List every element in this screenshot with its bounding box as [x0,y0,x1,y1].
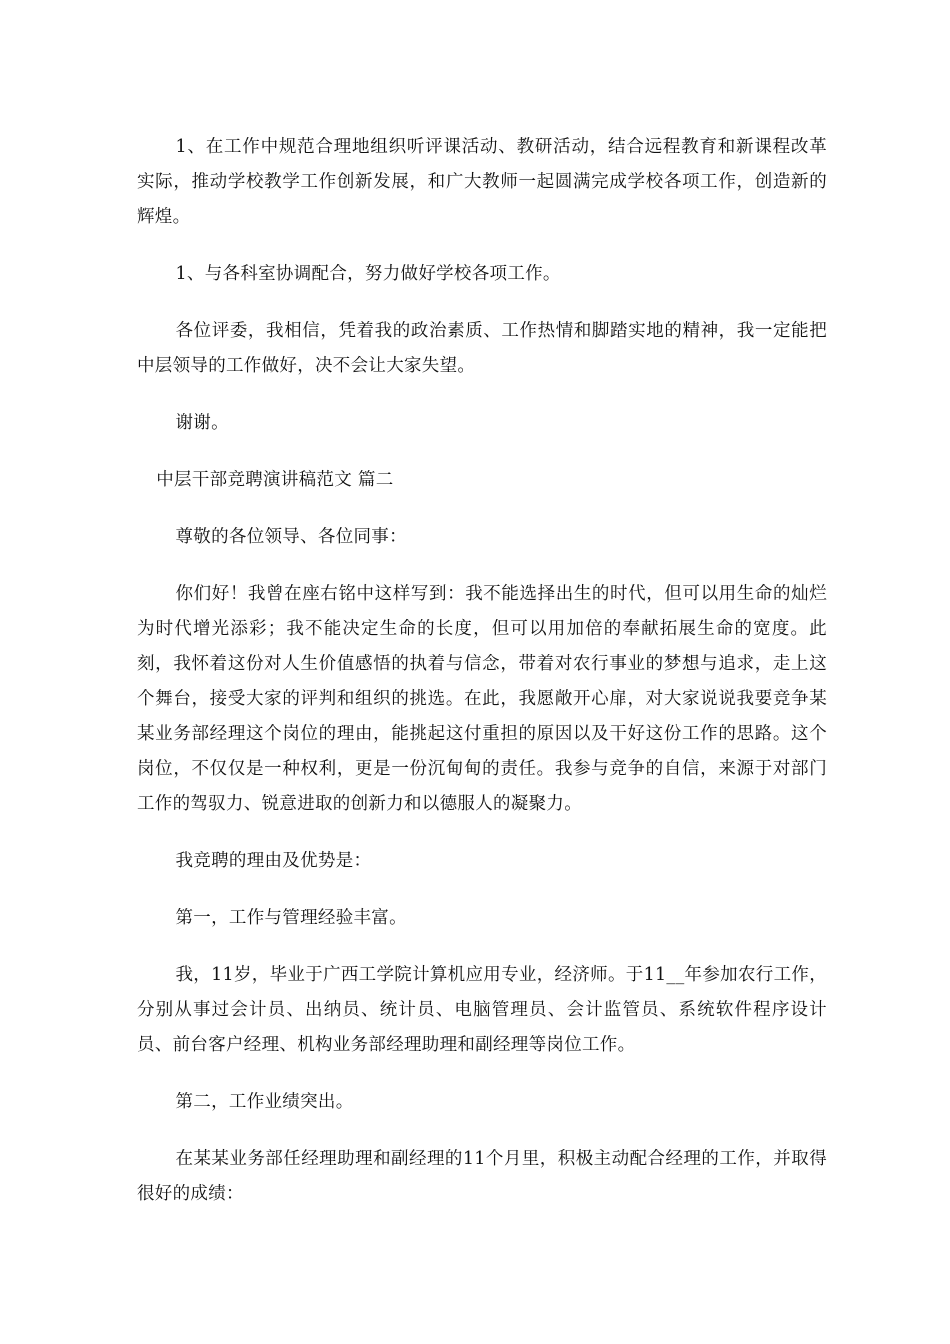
paragraph-point-two: 第二，工作业绩突出。 [175,1092,354,1112]
section-title: 中层干部竞聘演讲稿范文 篇二 [156,470,394,490]
paragraph-salutation: 尊敬的各位领导、各位同事： [175,527,407,547]
paragraph-reasons-heading: 我竞聘的理由及优势是： [175,851,372,871]
paragraph-thanks: 谢谢。 [175,413,229,433]
paragraph-experience: 我，11岁，毕业于广西工学院计算机应用专业，经济师。于11__年参加农行工作，分别从事过会计员、出纳员、统计员、电脑管理员、会计监管员、系统软件程序设计员、前台客户经理、机构业务部经理助理和副经理等岗位工作。 [137,965,827,1055]
paragraph-introduction: 你们好！我曾在座右铭中这样写到：我不能选择出生的时代，但可以用生命的灿烂为时代增光添彩；我不能决定生命的长度，但可以用加倍的奉献拓展生命的宽度。此刻，我怀着这份对人生价值感悟的执着与信念，带着对农行事业的梦想与追求，走上这个舞台，接受大家的评判和组织的挑选。在此，我愿敞开心扉，对大家说说我要竞争某某业务部经理这个岗位的理由，能挑起这付重担的原因以及干好这份工作的思路。这个岗位，不仅仅是一种权利，更是一份沉甸甸的责任。我参与竞争的自信，来源于对部门工作的驾驭力、锐意进取的创新力和以德服人的凝聚力。 [137,584,827,814]
paragraph-achievements: 在某某业务部任经理助理和副经理的11个月里，积极主动配合经理的工作，并取得很好的成绩： [137,1149,827,1204]
paragraph-point-one: 第一，工作与管理经验丰富。 [175,908,407,928]
paragraph-goal-coordination: 1、与各科室协调配合，努力做好学校各项工作。 [175,264,561,284]
paragraph-closing-pledge: 各位评委，我相信，凭着我的政治素质、工作热情和脚踏实地的精神，我一定能把中层领导的工作做好，决不会让大家失望。 [137,321,827,376]
document-body [137,130,827,1234]
paragraph-goal-teaching: 1、在工作中规范合理地组织听评课活动、教研活动，结合远程教育和新课程改革实际，推动学校教学工作创新发展，和广大教师一起圆满完成学校各项工作，创造新的辉煌。 [137,137,827,227]
